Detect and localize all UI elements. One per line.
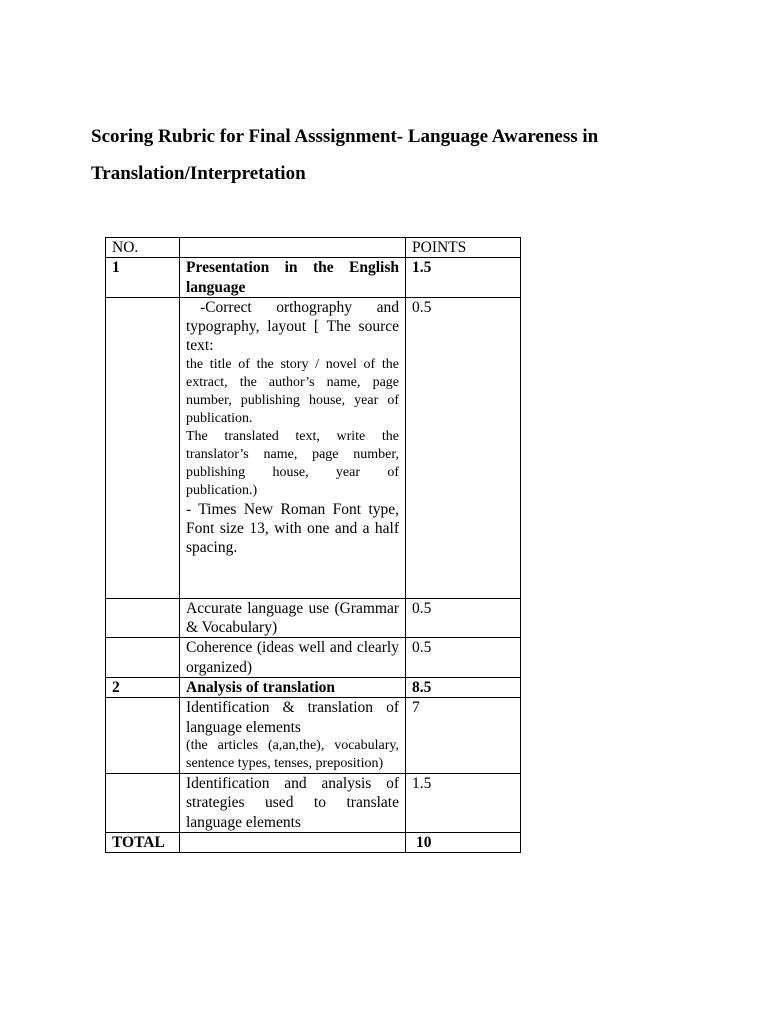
table-row xyxy=(106,638,521,678)
total-points: 10 xyxy=(406,832,521,852)
row-number xyxy=(106,638,180,678)
table-row xyxy=(106,698,521,774)
row-points: 1.5 xyxy=(406,258,521,298)
criteria-text: -Correct orthography and typography, layout [ The source text: xyxy=(186,298,399,355)
row-criteria xyxy=(180,297,406,598)
total-criteria xyxy=(180,832,406,852)
header-criteria xyxy=(180,238,406,258)
row-number xyxy=(106,297,180,598)
row-criteria: Analysis of translation xyxy=(180,678,406,698)
row-criteria: Identification and analysis of strategies used to translate language elements xyxy=(180,773,406,832)
criteria-format-text: - Times New Roman Font type, Font size 13, with one and a half spacing. xyxy=(186,500,399,557)
table-row xyxy=(106,773,521,832)
criteria-detail-source: the title of the story / novel of the extract, the author’s name, page number, publishing house, year of publication. xyxy=(186,356,399,426)
criteria-detail: (the articles (a,an,the), vocabulary, sentence types, tenses, preposition) xyxy=(186,737,399,771)
row-criteria: Presentation in the English language xyxy=(180,258,406,298)
row-number: 2 xyxy=(106,678,180,698)
document-title xyxy=(91,118,711,192)
document-title-line-1: Scoring Rubric for Final Asssignment- Language Awareness in xyxy=(91,126,599,147)
document-title-line-2: Translation/Interpretation xyxy=(91,163,306,184)
table-row xyxy=(106,258,521,298)
total-label: TOTAL xyxy=(106,832,180,852)
row-number xyxy=(106,598,180,638)
row-points: 7 xyxy=(406,698,521,774)
row-criteria xyxy=(180,698,406,774)
table-row xyxy=(106,297,521,598)
row-points: 8.5 xyxy=(406,678,521,698)
table-row xyxy=(106,678,521,698)
row-number xyxy=(106,698,180,774)
row-points: 0.5 xyxy=(406,598,521,638)
header-no: NO. xyxy=(106,238,180,258)
row-criteria: Coherence (ideas well and clearly organized) xyxy=(180,638,406,678)
row-points: 0.5 xyxy=(406,297,521,598)
table-row xyxy=(106,598,521,638)
header-points: POINTS xyxy=(406,238,521,258)
row-points: 0.5 xyxy=(406,638,521,678)
criteria-detail-translated: The translated text, write the translator’s name, page number, publishing house, year of publication.) xyxy=(186,428,399,498)
row-number xyxy=(106,773,180,832)
row-points: 1.5 xyxy=(406,773,521,832)
criteria-text: Identification & translation of language elements xyxy=(186,699,399,736)
scoring-rubric-table xyxy=(105,237,521,853)
row-criteria: Accurate language use (Grammar & Vocabulary) xyxy=(180,598,406,638)
table-header-row xyxy=(106,238,521,258)
row-number: 1 xyxy=(106,258,180,298)
table-total-row xyxy=(106,832,521,852)
